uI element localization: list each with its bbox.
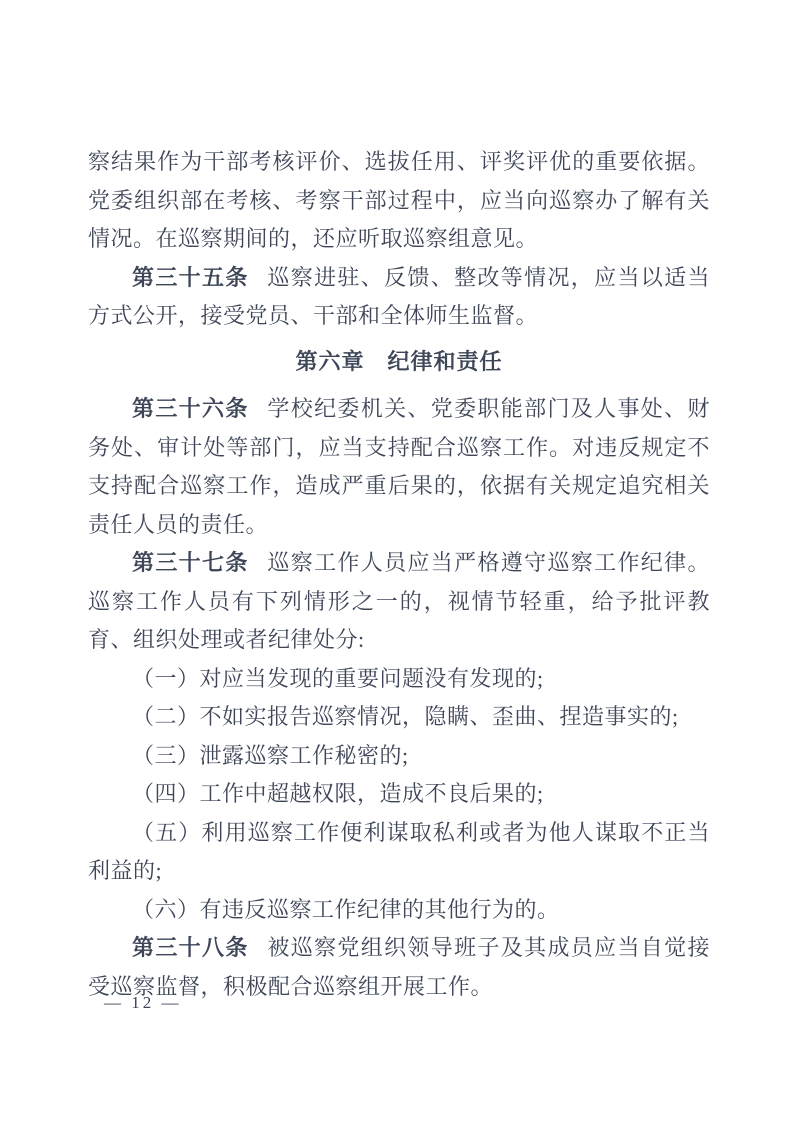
list-item-paragraph: （四）工作中超越权限，造成不良后果的; bbox=[132, 781, 544, 806]
list-item-paragraph: （五）利用巡察工作便利谋取私利或者为他人谋取不正当利益的; bbox=[88, 819, 710, 883]
list-item-paragraph: （六）有违反巡察工作纪律的其他行为的。 bbox=[132, 896, 560, 922]
article-paragraph bbox=[88, 259, 710, 336]
article-text: 学校纪委机关、党委职能部门及人事处、财务处、审计处等部门，应当支持配合巡察工作。对违反规定不支持配合巡察工作，造成严重后果的，依据有关规定追究相关责任人员的责任。 bbox=[88, 396, 710, 537]
article-paragraph bbox=[88, 544, 710, 660]
body-paragraph: 察结果作为干部考核评价、选拔任用、评奖评优的重要依据。党委组织部在考核、考察干部过程中，应当向巡察办了解有关情况。在巡察期间的，还应听取巡察组意见。 bbox=[88, 149, 710, 251]
article-paragraph bbox=[88, 390, 710, 544]
article-text: 巡察进驻、反馈、整改等情况，应当以适当方式公开，接受党员、干部和全体师生监督。 bbox=[88, 264, 710, 328]
article-number: 第三十八条 bbox=[132, 935, 249, 960]
article-text: 被巡察党组织领导班子及其成员应当自觉接受巡察监督，积极配合巡察组开展工作。 bbox=[88, 935, 710, 999]
article-text: 巡察工作人员应当严格遵守巡察工作纪律。巡察工作人员有下列情形之一的，视情节轻重，给予批评教育、组织处理或者纪律处分: bbox=[88, 550, 710, 652]
document-body bbox=[88, 143, 710, 1006]
article-number: 第三十七条 bbox=[132, 550, 249, 575]
page-number: — 12 — bbox=[104, 993, 182, 1012]
list-item-paragraph: （三）泄露巡察工作秘密的; bbox=[132, 742, 409, 768]
chapter-heading: 第六章 纪律和责任 bbox=[295, 348, 503, 374]
article-number: 第三十五条 bbox=[132, 264, 249, 290]
list-item-paragraph: （二）不如实报告巡察情况，隐瞒、歪曲、捏造事实的; bbox=[132, 704, 679, 729]
article-number: 第三十六条 bbox=[132, 396, 249, 421]
list-item-paragraph: （一）对应当发现的重要问题没有发现的; bbox=[132, 665, 544, 691]
